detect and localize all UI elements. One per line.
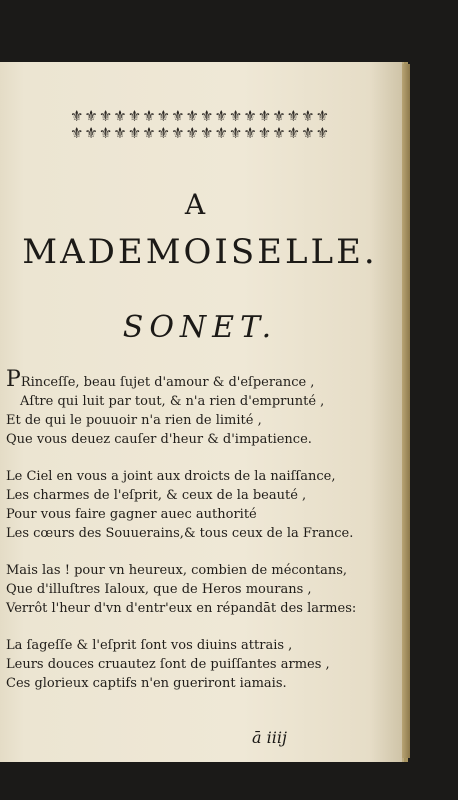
poem-line: Aſtre qui luit par tout, & n'a rien d'emprunté , <box>20 394 325 409</box>
heading-mademoiselle: MADEMOISELLE. <box>22 232 378 272</box>
sonnet-text <box>6 367 398 711</box>
heading-a: A <box>184 188 206 221</box>
poem-line: Ces glorieux captifs n'en gueriront iamais. <box>6 676 287 691</box>
poem-line: Verrôt l'heur d'vn d'entr'eux en répandāt des larmes: <box>6 601 357 616</box>
poem-line: Mais las ! pour vn heureux, combien de mécontans, <box>6 563 348 578</box>
poem-line <box>6 367 398 392</box>
stanza-1 <box>6 367 398 449</box>
stanza-2 <box>6 467 398 543</box>
poem-line: Le Ciel en vous a joint aux droicts de la naiſſance, <box>6 469 336 484</box>
poem-line: La ſageſſe & l'eſprit ſont vos diuins attrais , <box>6 638 293 653</box>
poem-line: Les cœurs des Souuerains,& tous ceux de la France. <box>6 526 354 541</box>
ornament-row-top: ⚜⚜⚜⚜⚜⚜⚜⚜⚜⚜⚜⚜⚜⚜⚜⚜⚜⚜ <box>69 107 331 125</box>
signature-mark: ā iiij <box>252 728 287 747</box>
book-page <box>0 62 402 762</box>
page-edge <box>402 64 410 758</box>
poem-line: Que d'illuſtres Ialoux, que de Heros mourans , <box>6 582 312 597</box>
poem-line: Leurs douces cruautez ſont de puiſſantes armes , <box>6 657 330 672</box>
poem-line: Les charmes de l'eſprit, & ceux de la beauté , <box>6 488 307 503</box>
stanza-3 <box>6 561 398 618</box>
poem-line: Que vous deuez cauſer d'heur & d'impatience. <box>6 432 312 447</box>
heading-sonet: SONET. <box>122 310 278 345</box>
poem-line-text: Rinceſſe, beau ſujet d'amour & d'eſperance , <box>20 375 315 390</box>
fleur-de-lis-ornament-band <box>14 108 386 142</box>
poem-line: Et de qui le pouuoir n'a rien de limité , <box>6 413 262 428</box>
stanza-4 <box>6 636 398 693</box>
ornament-row-bottom: ⚜⚜⚜⚜⚜⚜⚜⚜⚜⚜⚜⚜⚜⚜⚜⚜⚜⚜ <box>69 124 331 142</box>
poem-line: Pour vous faire gagner auec authorité <box>6 507 257 522</box>
drop-capital: P <box>6 367 21 392</box>
